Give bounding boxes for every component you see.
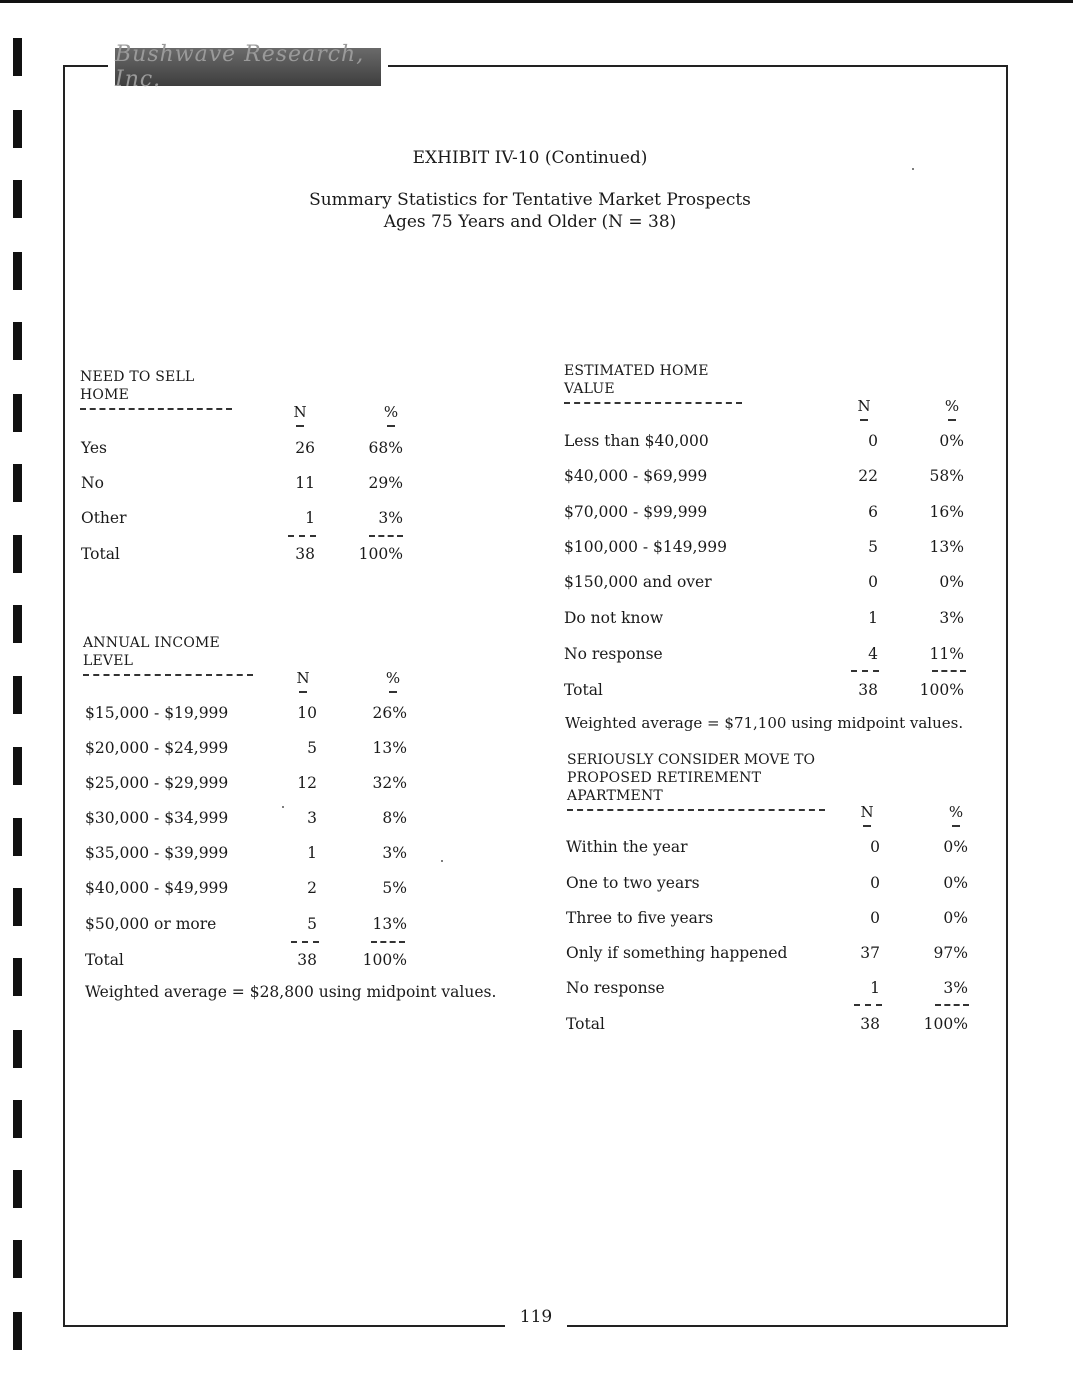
binder-punch-mark [13, 1170, 22, 1208]
total-rule [288, 535, 316, 537]
scan-speck [441, 860, 443, 862]
page-top-border [0, 0, 1073, 3]
exhibit-title: EXHIBIT IV-10 (Continued) [412, 148, 648, 168]
total-rule [291, 941, 319, 943]
page-number: 119 [519, 1307, 553, 1327]
section-title: ESTIMATED HOME VALUE [564, 362, 742, 404]
binder-punch-mark [13, 818, 22, 856]
column-header-percent: % [383, 669, 403, 693]
estimated-home-value-section [564, 362, 742, 404]
binder-punch-mark [13, 252, 22, 290]
binder-punch-mark [13, 676, 22, 714]
section-title: ANNUAL INCOME LEVEL [83, 634, 253, 676]
binder-punch-mark [13, 38, 22, 76]
scan-speck [282, 806, 284, 808]
section-title: SERIOUSLY CONSIDER MOVE TO [567, 752, 816, 768]
binder-punch-mark [13, 888, 22, 926]
total-rule [854, 1004, 882, 1006]
binder-punch-mark [13, 958, 22, 996]
consider-move-section [567, 751, 825, 811]
company-logo: Bushwave Research, Inc. [115, 48, 381, 86]
binder-punch-mark [13, 747, 22, 785]
weighted-average-note: Weighted average = $71,100 using midpoint values. [565, 714, 964, 732]
column-header-percent: % [942, 397, 962, 421]
total-rule [371, 941, 405, 943]
column-header-percent: % [381, 403, 401, 427]
column-header-n: N [290, 403, 310, 427]
total-rule [851, 670, 879, 672]
exhibit-subtitle-2: Ages 75 Years and Older (N = 38) [383, 212, 677, 232]
binder-punch-mark [13, 394, 22, 432]
column-header-percent: % [946, 803, 966, 827]
binder-punch-mark [13, 1030, 22, 1068]
binder-punch-mark [13, 180, 22, 218]
annual-income-level-section [83, 634, 253, 676]
total-rule [369, 535, 403, 537]
binder-punch-mark [13, 535, 22, 573]
weighted-average-note: Weighted average = $28,800 using midpoint values. [85, 983, 497, 1001]
total-rule [935, 1004, 969, 1006]
section-title: NEED TO SELL HOME [80, 368, 232, 410]
column-header-n: N [854, 397, 874, 421]
binder-punch-mark [13, 1100, 22, 1138]
column-header-n: N [857, 803, 877, 827]
total-rule [932, 670, 966, 672]
column-header-n: N [293, 669, 313, 693]
binder-punch-mark [13, 322, 22, 360]
section-title-2: PROPOSED RETIREMENT APARTMENT [567, 769, 825, 811]
exhibit-subtitle: Summary Statistics for Tentative Market Prospects [309, 190, 751, 210]
binder-punch-mark [13, 110, 22, 148]
binder-punch-mark [13, 464, 22, 502]
binder-punch-mark [13, 1240, 22, 1278]
binder-punch-mark [13, 605, 22, 643]
need-to-sell-home-section [80, 368, 232, 410]
binder-punch-mark [13, 1312, 22, 1350]
scan-speck [912, 168, 914, 170]
